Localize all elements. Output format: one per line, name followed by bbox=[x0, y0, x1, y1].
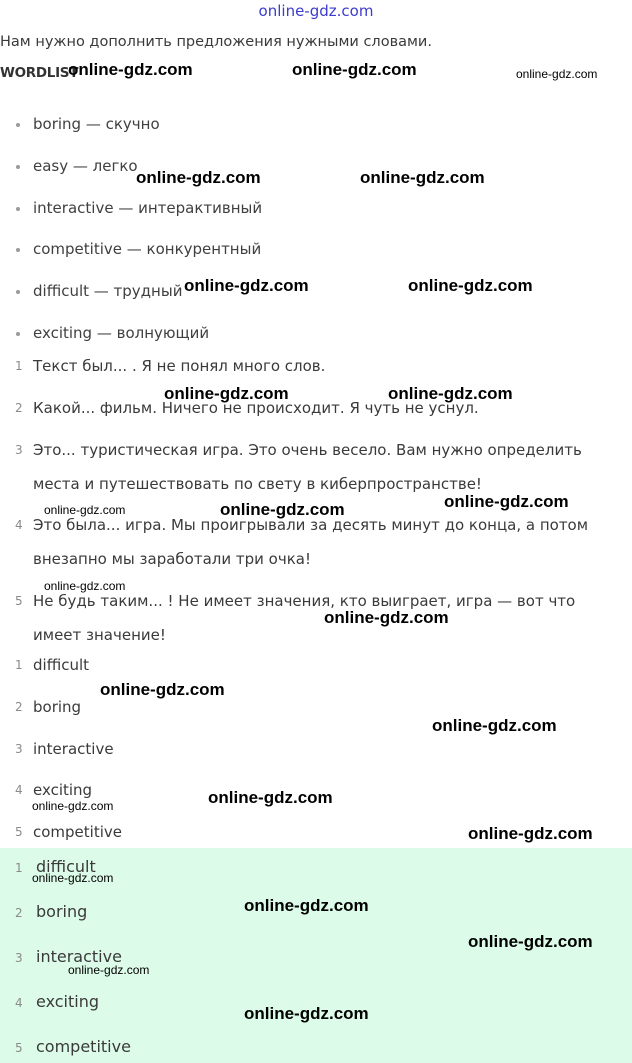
wordlist-title: WORDLIST bbox=[0, 65, 79, 81]
wordlist-item-text: easy — легко bbox=[33, 157, 138, 175]
answer-number: 3 bbox=[15, 951, 23, 965]
sentence-text: Какой... фильм. Ничего не происходит. Я чуть не уснул. bbox=[33, 399, 479, 417]
highlighted-answer bbox=[15, 902, 87, 921]
answer-text: interactive bbox=[36, 947, 122, 966]
sentence-item bbox=[15, 391, 627, 425]
wordlist-item-text: boring — скучно bbox=[33, 115, 160, 133]
wordlist-item-text: difficult — трудный bbox=[33, 282, 183, 300]
wordlist-item bbox=[16, 240, 261, 258]
watermark: online-gdz.com bbox=[136, 168, 261, 187]
bullet-icon bbox=[16, 248, 20, 252]
watermark: online-gdz.com bbox=[44, 503, 126, 517]
wordlist-item-text: competitive — конкурентный bbox=[33, 240, 262, 258]
bullet-icon bbox=[16, 207, 20, 211]
wordlist-item bbox=[16, 115, 160, 133]
watermark: online-gdz.com bbox=[388, 384, 513, 403]
sentence-item bbox=[15, 349, 627, 383]
answer-number: 4 bbox=[15, 783, 23, 797]
watermark: online-gdz.com bbox=[32, 871, 114, 885]
bullet-icon bbox=[16, 165, 20, 169]
answer-item bbox=[15, 648, 627, 682]
highlighted-answer bbox=[15, 1037, 131, 1056]
answer-text: boring bbox=[33, 698, 82, 716]
header-watermark: online-gdz.com bbox=[258, 2, 374, 20]
watermark: online-gdz.com bbox=[360, 168, 485, 187]
watermark: online-gdz.com bbox=[408, 276, 533, 295]
sentence-text: Это была... игра. Мы проигрывали за десять минут до конца, а потом внезапно мы заработали три очка! bbox=[33, 516, 589, 568]
sentence-number: 5 bbox=[15, 594, 23, 608]
intro-text: Нам нужно дополнить предложения нужными словами. bbox=[0, 34, 432, 50]
watermark: online-gdz.com bbox=[516, 67, 598, 81]
bullet-icon bbox=[16, 332, 20, 336]
watermark: online-gdz.com bbox=[244, 896, 369, 915]
answer-number: 2 bbox=[15, 700, 23, 714]
watermark: online-gdz.com bbox=[468, 824, 593, 843]
answer-text: exciting bbox=[33, 781, 93, 799]
wordlist-item-text: interactive — интерактивный bbox=[33, 199, 263, 217]
sentence-item bbox=[15, 433, 627, 501]
answer-item bbox=[15, 732, 627, 766]
answer-number: 5 bbox=[15, 825, 23, 839]
watermark: online-gdz.com bbox=[184, 276, 309, 295]
watermark: online-gdz.com bbox=[164, 384, 289, 403]
watermark: online-gdz.com bbox=[292, 60, 417, 79]
wordlist-item bbox=[16, 157, 138, 175]
answer-number: 2 bbox=[15, 906, 23, 920]
wordlist-item bbox=[16, 324, 209, 342]
answer-text: interactive bbox=[33, 740, 114, 758]
watermark: online-gdz.com bbox=[44, 579, 126, 593]
watermark: online-gdz.com bbox=[208, 788, 333, 807]
sentence-number: 4 bbox=[15, 518, 23, 532]
watermark: online-gdz.com bbox=[324, 608, 449, 627]
answer-number: 3 bbox=[15, 742, 23, 756]
wordlist-item bbox=[16, 282, 182, 300]
sentence-text: Текст был... . Я не понял много слов. bbox=[33, 357, 326, 375]
answer-number: 1 bbox=[15, 658, 23, 672]
answer-text: competitive bbox=[33, 823, 122, 841]
watermark: online-gdz.com bbox=[220, 500, 345, 519]
answer-text: difficult bbox=[33, 656, 89, 674]
sentence-number: 1 bbox=[15, 359, 23, 373]
wordlist-item-text: exciting — волнующий bbox=[33, 324, 210, 342]
answer-text: boring bbox=[36, 902, 88, 921]
bullet-icon bbox=[16, 123, 20, 127]
watermark: online-gdz.com bbox=[432, 716, 557, 735]
watermark: online-gdz.com bbox=[244, 1004, 369, 1023]
watermark: online-gdz.com bbox=[68, 60, 193, 79]
answer-number: 1 bbox=[15, 861, 23, 875]
watermark: online-gdz.com bbox=[100, 680, 225, 699]
sentence-text: Это... туристическая игра. Это очень весело. Вам нужно определить места и путешествовать по свету в киберпространстве! bbox=[33, 441, 582, 493]
bullet-icon bbox=[16, 290, 20, 294]
sentence-number: 2 bbox=[15, 401, 23, 415]
watermark: online-gdz.com bbox=[468, 932, 593, 951]
answer-text: difficult bbox=[36, 857, 96, 876]
watermark: online-gdz.com bbox=[444, 492, 569, 511]
highlighted-answer bbox=[15, 992, 99, 1011]
watermark: online-gdz.com bbox=[68, 963, 150, 977]
answer-number: 4 bbox=[15, 996, 23, 1010]
sentence-item bbox=[15, 584, 627, 652]
answer-number: 5 bbox=[15, 1041, 23, 1055]
answer-text: competitive bbox=[36, 1037, 131, 1056]
answer-text: exciting bbox=[36, 992, 100, 1011]
wordlist-item bbox=[16, 199, 262, 217]
watermark: online-gdz.com bbox=[32, 799, 114, 813]
sentence-text: Не будь таким... ! Не имеет значения, кто выиграет, игра — вот что имеет значение! bbox=[33, 592, 576, 644]
sentence-number: 3 bbox=[15, 443, 23, 457]
